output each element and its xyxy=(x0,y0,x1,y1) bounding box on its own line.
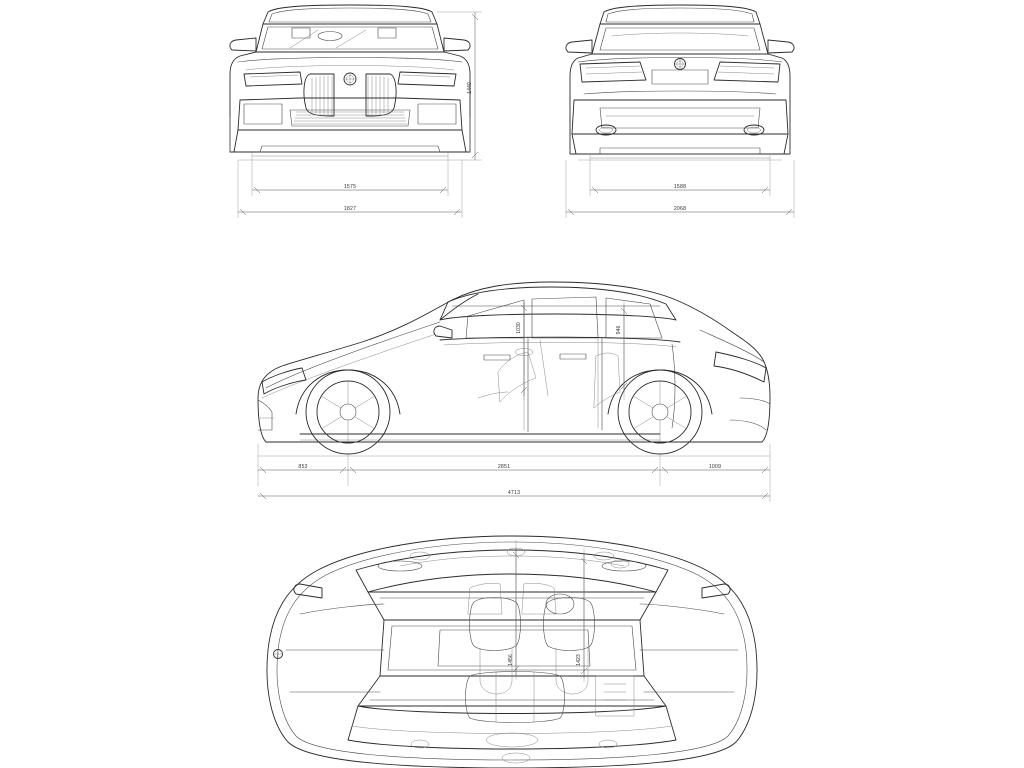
front-view-overall-width-label: 1827 xyxy=(343,206,357,212)
side-view-rear-overhang-label: 1009 xyxy=(708,464,722,470)
side-view-front-overhang-label: 853 xyxy=(298,464,308,470)
rear-view-overall-width-label: 2068 xyxy=(673,206,687,212)
front-view xyxy=(230,5,482,218)
front-view-track-label: 1575 xyxy=(343,184,357,190)
side-view-wheelbase-label: 2851 xyxy=(497,464,511,470)
side-view xyxy=(258,282,770,502)
rear-view-track-label: 1588 xyxy=(673,184,687,190)
side-view-front-headroom-label: 1030 xyxy=(516,322,522,334)
side-view-rear-headroom-label: 946 xyxy=(616,325,622,335)
front-view-overall-height-label: 1440 xyxy=(467,82,473,94)
top-view-rear-shoulder-room-label: 1423 xyxy=(576,654,582,666)
top-view-front-shoulder-room-label: 1456 xyxy=(508,654,514,666)
top-view xyxy=(267,536,757,768)
rear-view xyxy=(566,5,794,218)
side-view-overall-length-label: 4713 xyxy=(507,490,521,496)
